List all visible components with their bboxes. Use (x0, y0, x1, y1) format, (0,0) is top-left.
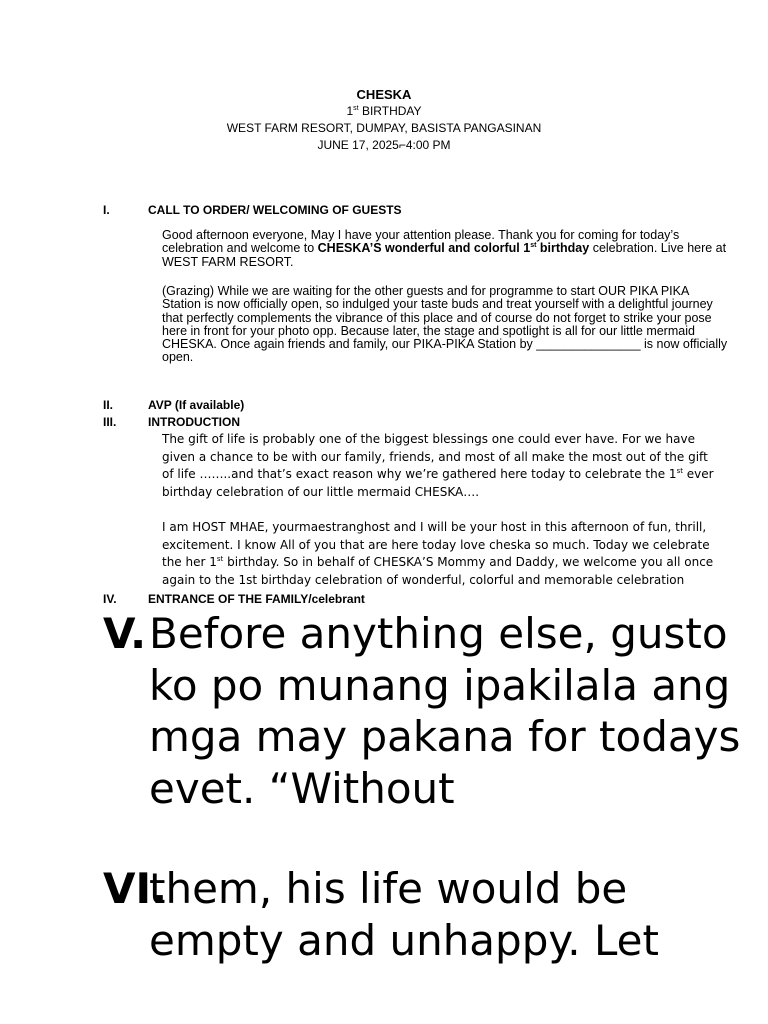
welcome-paragraph (162, 229, 730, 269)
list-item-5 (103, 608, 743, 814)
intro-sup: st (676, 467, 683, 476)
section-heading-2 (103, 397, 244, 413)
section-title: ENTRANCE OF THE FAMILY/celebrant (148, 592, 365, 606)
birthday-word: BIRTHDAY (361, 104, 422, 118)
host-text: I am HOST MHAE, yourmaestranghost and I will be your host in this afternoon of fun, thrill, excitement. I know All of you that are here today love cheska so much. Today we celebrate the her 1 (162, 520, 710, 570)
section-number: IV. (103, 592, 117, 606)
welcome-bold-2: birthday (536, 241, 590, 256)
document-header (0, 86, 768, 154)
section-heading-4 (103, 591, 365, 607)
host-paragraph (162, 519, 722, 590)
welcome-text: Good afternoon everyone, May I have your attention please. Thank you for coming for today’s celebration and welcome to (162, 228, 680, 256)
welcome-bold: CHESKA’S wonderful and colorful 1 (317, 241, 531, 256)
welcome-bold-sup: st (530, 242, 537, 250)
section-number: I. (103, 203, 110, 217)
welcome-bold-text (318, 241, 590, 255)
host-sup: st (216, 555, 224, 564)
venue-line: WEST FARM RESORT, DUMPAY, BASISTA PANGASINAN (226, 121, 542, 135)
intro-text-2: ever birthday celebration of our little mermaid CHESKA…. (162, 467, 714, 500)
list-item-text: them, his life would be empty and unhappy. Let (149, 864, 659, 965)
grazing-paragraph: (Grazing) While we are waiting for the other guests and for programme to start OUR PIKA PIKA Station is now officially open, so indulged your taste buds and treat yourself with a delightful journey that perfectly complements the vibrance of this place and of course do not forget to strike your pose here in front for your photo opp. Because later, the stage and spotlight is all for our little mermaid CHESKA. Once again friends and family, our PIKA-PIKA Station by _______________ is now officially open. (162, 284, 728, 365)
intro-text: The gift of life is probably one of the biggest blessings one could ever have. For we have given a chance to be with our family, friends, and most of all make the most out of the gift of life ……..and that’s exact reason why we’re gathered here today to celebrate the 1 (162, 432, 708, 482)
section-number: II. (103, 398, 114, 412)
section-heading-3 (103, 414, 240, 430)
section-title: CALL TO ORDER/ WELCOMING OF GUESTS (148, 203, 402, 217)
section-title: AVP (If available) (148, 398, 245, 412)
section-number: III. (103, 415, 117, 429)
birthday-line (0, 103, 768, 120)
section-title: INTRODUCTION (148, 415, 240, 429)
birthday-ordinal-suffix: st (353, 105, 359, 112)
document-title: CHESKA (356, 87, 412, 102)
list-item-text: Before anything else, gusto ko po munang ipakilala ang mga may pakana for todays evet. “Without (149, 609, 741, 813)
section-heading-1 (103, 202, 402, 218)
date-time-line: JUNE 17, 2025⌐4:00 PM (317, 138, 451, 152)
welcome-text-2: celebration. Live here at WEST FARM RESORT. (162, 241, 727, 269)
list-item-number: V. (103, 609, 147, 658)
list-item-number: VI. (103, 864, 168, 913)
introduction-paragraph (162, 431, 722, 502)
list-item-6 (103, 863, 743, 966)
host-text-2: birthday. So in behalf of CHESKA’S Mommy and Daddy, we welcome you all once again to the 1st birthday celebration of wonderful, colorful and memorable celebration (162, 555, 714, 588)
birthday-ordinal: 1 (346, 104, 354, 118)
